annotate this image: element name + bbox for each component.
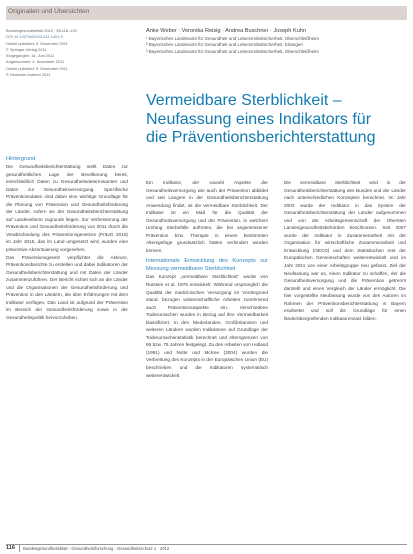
metadata-line: © Springer-Verlag 2011 [6, 46, 47, 52]
section-label: Originalien und Übersichten [8, 8, 90, 15]
title-line: die Präventionsberichterstattung [146, 129, 376, 146]
body-paragraph: Ein Indikator, der sowohl Aspekte der Gesundheitsversorgung wie auch der Prävention abbildet und seit Langem in der Gesundheitsberichterstattung Anwendung findet, ist die vermeidbare Sterblichkeit. Der Indikator ist ein Maß für die Qualität der Gesundheitsversorgung und der Prävention, in welchem Umfang Sterbefälle auftreten, die bei angemessener Prävention bzw. Therapie in einem bestimmten Altersgefüge grundsätzlich hätten verhindert werden können. [146, 180, 268, 253]
doi-link[interactable]: DOI 10.1007/s00103-011-1401-9 [6, 34, 63, 40]
section-header-band [6, 6, 407, 20]
title-line: Vermeidbare Sterblichkeit – [146, 92, 342, 109]
affiliation: ³ Bayerisches Landesamt für Gesundheit und Lebensmittelsicherheit, Oberschleißheim [146, 48, 319, 54]
section-heading: Hintergrund [6, 156, 36, 162]
affiliation: ² Bayerisches Landesamt für Gesundheit und Lebensmittelsicherheit, Erlangen [146, 42, 303, 48]
page-number: 116 [6, 545, 16, 551]
metadata-line: Angenommen: 4. November 2011 [6, 59, 65, 65]
article-title [146, 92, 408, 148]
author-block [146, 28, 406, 55]
text-column-2 [146, 179, 268, 379]
metadata-line: Online publiziert: 9. Dezember 2011 [6, 40, 68, 46]
affiliation: ¹ Bayerisches Landesamt für Gesundheit und Lebensmittelsicherheit, Oberschleißheim [146, 36, 319, 42]
footer-divider [19, 545, 20, 552]
author-names: Anke Weber · Veronika Reisig · Andrea Buschner · Joseph Kuhn [146, 28, 307, 34]
text-column-3 [284, 179, 406, 322]
body-paragraph: Die Gesundheitsberichterstattung stellt Daten zur gesundheitlichen Lage der Bevölkerung bereit, einschließlich Daten zu Gesundheitsdeterminanten und Daten zur Gesundheitsversorgung. Spezifische Präventionsdaten sind dabei eine wichtige Grundlage für die Planung von Prävention und Gesundheitsförderung der Länder, sofern sie der Gesundheitsberichterstattung auf Landesebene zugrunde liegen. Zur Verbesserung der Prävention und Gesundheitsförderung von 2011 durch die Verabschiedung des Präventionsgesetzes (PrävG 2015) im Jahr 2015, das im Land umgesetzt wird, wurden eine präventive Akzentuierung vorgesehen. [6, 164, 128, 253]
journal-source: Bundesgesundheitsblatt - Gesundheitsforschung - Gesundheitsschutz 1 · 2012 [23, 545, 170, 551]
metadata-line: Eingegangen: 16. Juni 2011 [6, 53, 55, 59]
text-column-1 [6, 155, 128, 321]
body-paragraph: Das Konzept „vermeidbare Sterblichkeit“ wurde von Rutstein et al. 1976 entwickelt. Während ursprünglich die Qualität der medizinischen Versorgung im Vordergrund stand, bezogen wissenschaftliche Arbeiten zunehmend auch Präventionsaspekte ein. Verschiedene Todesursachen wurden in Bezug auf ihre Vermeidbarkeit klassifiziert. In den Niederlanden, Großbritannien und weiteren Ländern wurden Indikatoren auf Grundlage der Todesursachenstatistik berechnet und Altersgrenzen von 65 bzw. 75 Jahren festgelegt. Zu den Arbeiten von Holland (1991) und Nolte und McKee (2004) wurden die Verbreitung des Konzepts in der Europäischen Union (EU) beschrieben und die Indikatoren systematisch weiterentwickelt. [146, 274, 268, 378]
article-metadata [6, 28, 114, 78]
page-footer [6, 544, 407, 554]
section-subheading: Internationale Entwicklung des Konzepts zur Messung vermeidbarer Sterblichkeit [146, 258, 268, 273]
metadata-line: Bundesgesundheitsbl 2012 · 55:116–125 [6, 28, 77, 33]
body-paragraph: Die vermeidbare Sterblichkeit wird in der Gesundheitsberichterstattung des Bundes und der Länder nach unterschiedlichen Konzepten berechnet. Im Jahr 2003 wurde der Indikator in das System der Gesundheitsberichterstattung der Länder aufgenommen und von der Arbeitsgemeinschaft der Obersten Landesgesundheitsbehörden beschlossen. Seit 2007 wurde der Indikator in Zusammenarbeit mit der Organisation für wirtschaftliche Zusammenarbeit und Entwicklung (OECD) und dem Statistischen Amt der Europäischen Gemeinschaften weiterentwickelt und im Jahr 2011 von einer Arbeitsgruppe neu gefasst. Ziel der Neufassung war es, einen Indikator zu schaffen, der die Gesundheitsversorgung und die Prävention getrennt darstellt und einen Vergleich der Länder ermöglicht. Die hier vorgestellte Neufassung wurde von den Autoren im Rahmen der Präventionsberichterstattung in Bayern erarbeitet und soll die Grundlage für einen länderübergreifenden Indikatorensatz bilden. [284, 180, 406, 321]
metadata-line: Online publiziert: 9. Dezember 2011 [6, 65, 68, 71]
metadata-line: © Deutsche Autoren 2011 [6, 72, 51, 78]
title-line: Neufassung eines Indikators für [146, 110, 372, 128]
body-paragraph: Das Präventionsgesetz verpflichtet die Akteure, Präventionsberichte zu erstellen und dabei Indikatoren der Gesundheitsberichterstattung und mit Daten der Länder zusammenzuführen. Der Bericht richtet sich an die Länder und die Organisationen der Gesundheitsförderung und Prävention in den Ländern, die über Erfahrungen mit dem Indikator verfügen. Das Land ist aufgrund der Prävention im Bereich der Gesundheitsförderung sowie in der Gesundheitspolitik hervorzuheben. [6, 254, 128, 320]
